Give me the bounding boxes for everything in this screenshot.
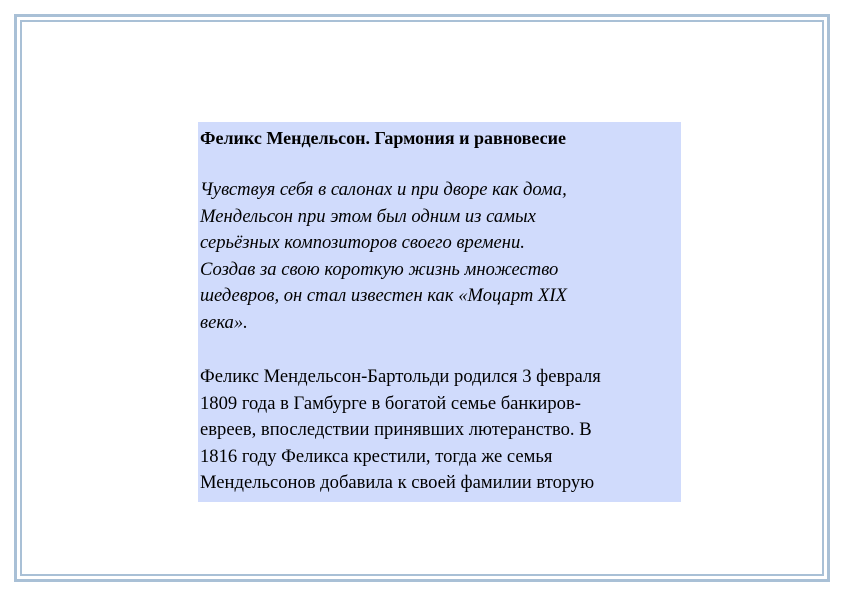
quote-line: Создав за свою короткую жизнь множество [200,258,559,280]
body-line: Феликс Мендельсон-Бартольди родился 3 февраля [200,366,601,387]
body-line: евреев, впоследствии принявших лютеранство. В [200,419,592,441]
quote-line: Мендельсон при этом был одним из самых [200,205,536,227]
quote-line: шедевров, он стал известен как «Моцарт XIX [200,285,567,306]
biography-paragraph [200,364,679,497]
quote-line: серьёзных композиторов своего времени. [200,232,525,253]
body-line: 1809 года в Гамбурге в богатой семье банкиров- [200,392,581,414]
body-line: Мендельсонов добавила к своей фамилии вторую [200,472,595,494]
body-line: 1816 году Феликса крестили, тогда же семья [200,445,553,467]
text-box [198,122,681,502]
document-title: Феликс Мендельсон. Гармония и равновесие [200,128,566,148]
quote-paragraph [200,177,679,336]
quote-line: Чувствуя себя в салонах и при дворе как дома, [200,179,567,200]
quote-line: века». [200,311,248,333]
